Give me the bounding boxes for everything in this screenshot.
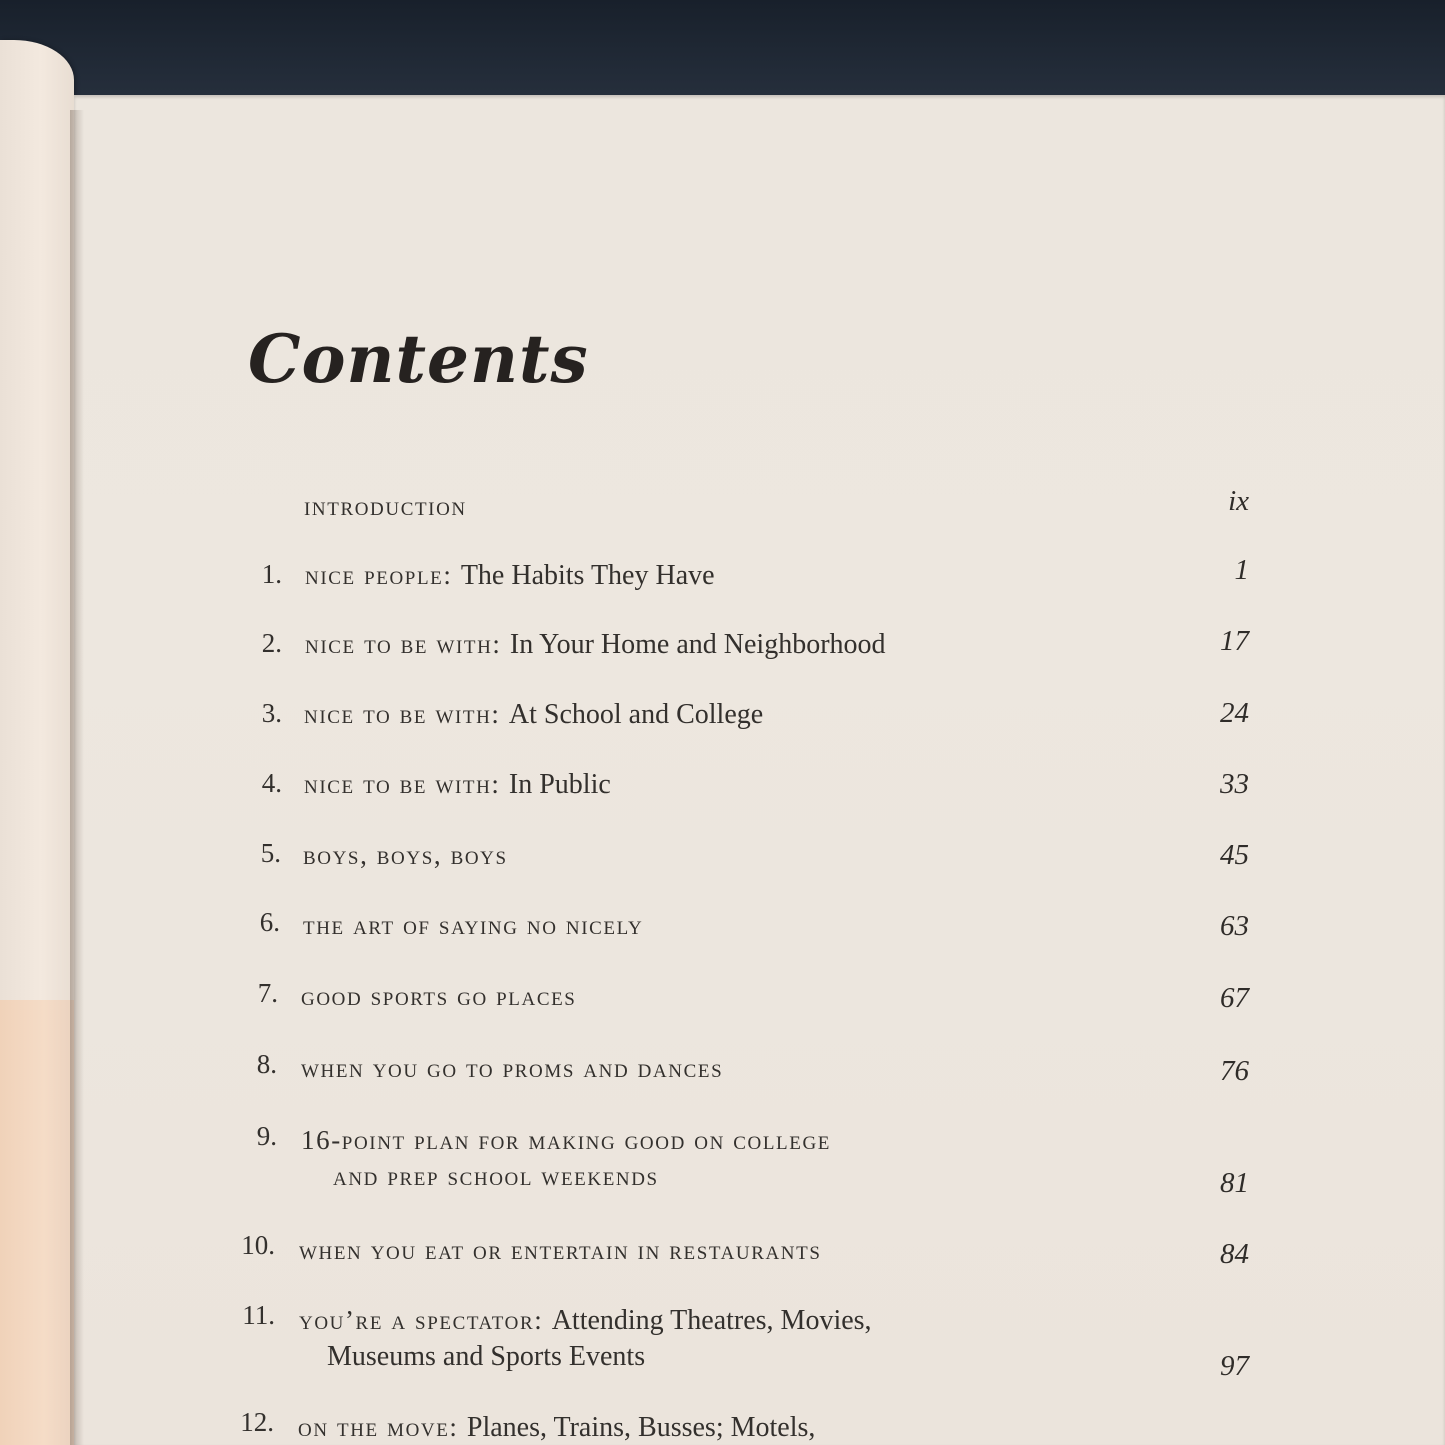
entry-heading-caps: on the move: [298,1412,459,1442]
entry-number: 8. [256,1049,277,1079]
toc-entry-7 [0,978,1445,1014]
entry-subtitle: Planes, Trains, Busses; Motels, [466,1412,816,1443]
page-title: Contents [248,320,589,398]
left-page-lower-edge [0,1000,74,1445]
entry-subtitle: In Your Home and Neighborhood [509,629,886,660]
entry-heading: when you go to proms and dances [301,1053,724,1083]
entry-heading: good sports go places [301,981,577,1011]
toc-entry-12 [0,1407,1445,1443]
entry-page-number: ix [1228,485,1249,517]
entry-page-number: 17 [1220,625,1249,657]
toc-entry-5 [0,838,1445,871]
entry-number: 7. [257,978,278,1008]
entry-heading [299,1307,872,1335]
toc-entry-6 [0,907,1445,942]
entry-heading [298,1414,815,1442]
entry-heading [304,771,611,799]
entry-subtitle: In Public [508,769,611,800]
entry-heading: the art of saying no nicely [303,910,644,940]
entry-page-number: 24 [1220,697,1249,729]
entry-heading-caps: you’re a spectator: [299,1305,544,1335]
entry-number: 5. [260,838,281,868]
entry-page-number: 81 [1220,1167,1249,1199]
entry-page-number: 76 [1220,1055,1249,1087]
entry-page-number: 63 [1220,910,1249,942]
entry-subtitle: At School and College [508,699,764,730]
toc-entry-10 [0,1230,1445,1270]
entry-heading [304,701,763,729]
entry-heading [305,562,715,590]
toc-entry-introduction [0,485,1445,521]
entry-subtitle: Attending Theatres, Movies, [551,1305,872,1336]
entry-heading: when you eat or entertain in restaurants [299,1235,822,1265]
entry-number: 9. [256,1121,277,1151]
entry-page-number: 97 [1220,1350,1249,1382]
entry-subtitle-continuation: Museums and Sports Events [327,1341,646,1372]
entry-number: 3. [261,698,282,728]
toc-entry-2 [0,625,1445,660]
entry-number: 11. [242,1300,275,1330]
entry-page-number: 1 [1234,554,1249,586]
entry-heading-caps: nice to be with: [304,699,501,729]
page-gutter-shadow [70,110,84,1445]
entry-heading: boys, boys, boys [303,840,508,870]
toc-entry-9 [0,1121,1445,1199]
entry-number: 1. [261,559,282,589]
entry-subtitle: The Habits They Have [460,560,715,591]
entry-heading [305,631,886,659]
entry-heading: introduction [304,491,467,521]
entry-number: 2. [261,628,282,658]
toc-entry-8 [0,1049,1445,1087]
toc-entry-3 [0,697,1445,730]
toc-entry-4 [0,768,1445,800]
entry-heading-caps: nice people: [305,560,453,590]
entry-number: 10. [241,1230,275,1260]
entry-page-number: 84 [1220,1238,1249,1270]
entry-page-number: 33 [1220,768,1249,800]
entry-heading: 16-point plan for making good on college [301,1125,831,1155]
toc-entry-11 [0,1300,1445,1382]
entry-number: 6. [259,907,280,937]
toc-entry-1 [0,554,1445,591]
entry-page-number: 45 [1220,839,1249,871]
entry-number: 12. [240,1407,274,1437]
entry-page-number: 67 [1220,982,1249,1014]
entry-number: 4. [261,768,282,798]
entry-heading-caps: nice to be with: [305,629,502,659]
entry-heading-caps: nice to be with: [304,769,501,799]
entry-heading-continuation: and prep school weekends [333,1161,659,1191]
